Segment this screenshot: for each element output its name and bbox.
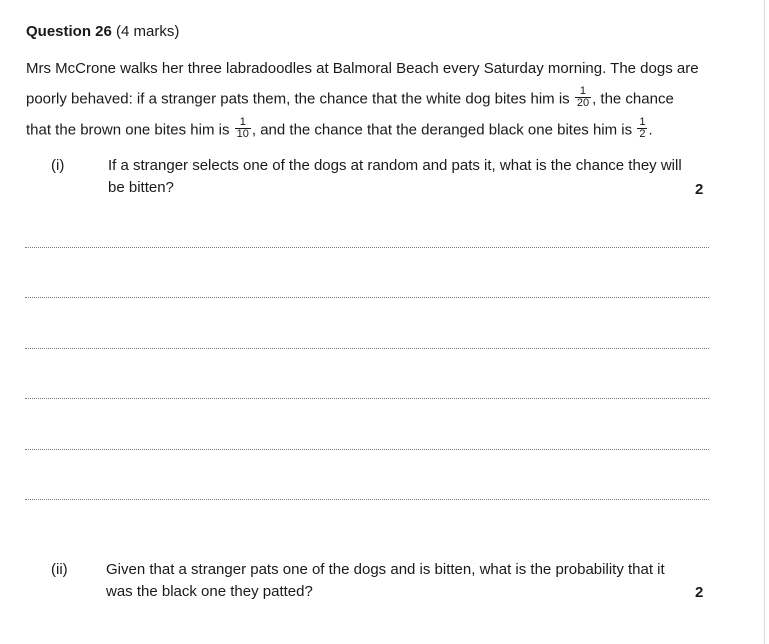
fraction-black-dog: [637, 117, 647, 140]
fraction-denominator: 10: [236, 128, 249, 140]
question-marks: (4 marks): [116, 23, 180, 40]
part-ii-marks: 2: [695, 584, 704, 601]
part-i-text-line-2: be bitten?: [108, 179, 174, 196]
fraction-numerator: 1: [639, 116, 646, 128]
part-i-marks: 2: [695, 181, 704, 198]
stem-line-2-tail: , the chance: [592, 90, 674, 108]
stem-line-2-text: poorly behaved: if a stranger pats them, the chance that the white dog bites him is: [26, 90, 570, 108]
question-number: Question 26: [26, 23, 112, 40]
page-edge: [764, 0, 765, 644]
part-ii-label: (ii): [51, 561, 68, 578]
answer-line[interactable]: [25, 247, 709, 248]
stem-line-2: [26, 85, 674, 111]
stem-line-3-middle: , and the chance that the deranged black one bites him is: [251, 121, 633, 139]
fraction-denominator: 2: [639, 128, 646, 140]
question-heading: [26, 22, 179, 42]
stem-line-3-text: that the brown one bites him is: [26, 121, 230, 139]
answer-line[interactable]: [25, 449, 709, 450]
part-i-label: (i): [51, 157, 65, 174]
part-ii-text-line-2: was the black one they patted?: [106, 583, 313, 600]
fraction-numerator: 1: [579, 85, 587, 97]
fraction-denominator: 20: [576, 97, 590, 109]
answer-line[interactable]: [25, 348, 709, 349]
stem-line-1: Mrs McCrone walks her three labradoodles at Balmoral Beach every Saturday morning. The dogs are: [26, 60, 699, 77]
answer-line[interactable]: [25, 398, 709, 399]
stem-line-3: [26, 116, 653, 142]
part-ii-text-line-1: Given that a stranger pats one of the dogs and is bitten, what is the probability that it: [106, 561, 665, 578]
fraction-numerator: 1: [239, 116, 246, 128]
answer-line[interactable]: [25, 499, 709, 500]
fraction-brown-dog: [235, 117, 251, 140]
part-i-text-line-1: If a stranger selects one of the dogs at random and pats it, what is the chance they will: [108, 157, 682, 174]
stem-line-3-tail: .: [648, 121, 653, 139]
fraction-white-dog: [575, 86, 591, 109]
answer-line[interactable]: [25, 297, 709, 298]
